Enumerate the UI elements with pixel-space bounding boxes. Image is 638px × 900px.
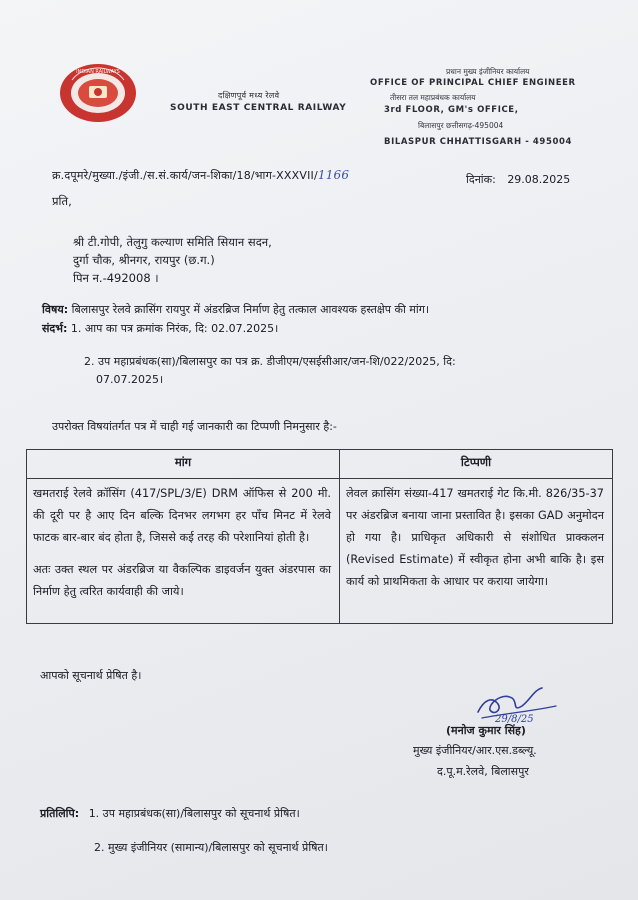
signature-date: 29/8/25 xyxy=(495,714,534,725)
header-right-hindi-2: तीसरा तल महाप्रबंधक कार्यालय xyxy=(390,93,476,102)
recipient-line-1: श्री टी.गोपी, तेलुगु कल्याण समिति सियान सदन, xyxy=(73,235,272,249)
intro-text: उपरोक्त विषयांतर्गत पत्र में चाही गई जानकारी का टिप्पणी निमनुसार है:- xyxy=(52,420,337,433)
date-value: 29.08.2025 xyxy=(507,173,571,186)
table-header-demand: मांग xyxy=(27,450,340,479)
reference-number xyxy=(52,168,349,183)
reference-item-1: 1. आप का पत्र क्रमांक निरंक, दि: 02.07.2025। xyxy=(70,322,279,335)
header-left-hindi: दक्षिणपूर्व मध्य रेलवे xyxy=(218,91,280,100)
copy-item-2: 2. मुख्य इंजीनियर (सामान्य)/बिलासपुर को सूचनार्थ प्रेषित। xyxy=(94,841,328,854)
reference-item-2: 2. उप महाप्रबंधक(सा)/बिलासपुर का पत्र क्र. डीजीएम/एसईसीआर/जन-शि/022/2025, दि: xyxy=(84,355,456,368)
reference-text: क्र.दपूमरे/मुख्या./इंजी./स.सं.कार्य/जन-शिका/18/भाग-XXXVII/ xyxy=(52,169,318,182)
recipient-line-2: दुर्गा चौक, श्रीनगर, रायपुर (छ.ग.) xyxy=(73,253,215,267)
header-left-english: SOUTH EAST CENTRAL RAILWAY xyxy=(170,103,347,113)
subject-line xyxy=(42,301,602,319)
header-right-hindi-1: प्रधान मुख्य इंजीनियर कार्यालय xyxy=(446,67,530,76)
signatory-designation: मुख्य इंजीनियर/आर.एस.डब्ल्यू. xyxy=(413,744,537,757)
signatory-office: द.पू.म.रेलवे, बिलासपुर xyxy=(437,765,529,778)
demand-comment-table xyxy=(26,449,613,624)
info-note: आपको सूचनार्थ प्रेषित है। xyxy=(40,669,142,682)
railway-logo xyxy=(58,62,138,124)
svg-text:INDIAN RAILWAYS: INDIAN RAILWAYS xyxy=(76,69,120,75)
header-right-english-3: BILASPUR CHHATTISGARH - 495004 xyxy=(384,137,572,147)
letter-date xyxy=(466,172,570,187)
reference-item-2-cont: 07.07.2025। xyxy=(96,373,164,386)
copy-item-1: 1. उप महाप्रबंधक(सा)/बिलासपुर को सूचनार्थ प्रेषित। xyxy=(88,807,300,820)
recipient-line-3: पिन न.-492008 । xyxy=(73,271,159,285)
demand-paragraph-2: अतः उक्त स्थल पर अंडरब्रिज या वैकल्पिक डाइवर्जन युक्त अंडरपास का निर्माण हेतु त्वरित कार्यवाही की जाये। xyxy=(33,563,331,598)
comment-cell: लेवल क्रासिंग संख्या-417 खमतराई गेट कि.मी. 826/35-37 पर अंडरब्रिज बनाया जाना प्रस्तावित है। इसका GAD अनुमोदन हो गया है। प्राधिकृत अधिकारी से संशोधित प्राक्कलन (Revised Estimate) में स्वीकृत होना अभी बाकि है। इस कार्य को प्राथमिकता के आधार पर कराया जायेगा। xyxy=(340,479,613,624)
copy-line-1 xyxy=(40,806,300,821)
references-line-1 xyxy=(42,320,278,338)
date-label: दिनांक: xyxy=(466,173,496,186)
demand-cell xyxy=(27,479,340,624)
signatory-name: (मनोज कुमार सिंह) xyxy=(446,724,526,737)
table-row xyxy=(27,479,613,624)
references-label: संदर्भ: xyxy=(42,322,68,335)
subject-label: विषय: xyxy=(42,303,69,316)
header-right-hindi-3: बिलासपुर छत्तीसगढ़-495004 xyxy=(418,121,504,130)
demand-paragraph-1: खमतराई रेलवे क्रॉसिंग (417/SPL/3/E) DRM ऑफिस से 200 मी. की दूरी पर है आए दिन बल्कि दिनभर लगभग हर पाँच मिनट में रेलवे फाटक बार-बार बंद होता है, जिससे कई तरह की परेशानियां होती है। xyxy=(33,487,331,544)
salutation: प्रति, xyxy=(52,194,72,208)
header-right-english-1: OFFICE OF PRINCIPAL CHIEF ENGINEER xyxy=(370,78,576,88)
table-header-comment: टिप्पणी xyxy=(340,450,613,479)
copy-label: प्रतिलिपि: xyxy=(40,807,80,820)
table-header-row xyxy=(27,450,613,479)
subject-text: बिलासपुर रेलवे क्रासिंग रायपुर में अंडरब्रिज निर्माण हेतु तत्काल आवश्यक हस्तक्षेप की मांग। xyxy=(71,303,430,316)
handwritten-letter-number: 1166 xyxy=(317,168,350,182)
header-right-english-2: 3rd FLOOR, GM's OFFICE, xyxy=(384,105,519,115)
